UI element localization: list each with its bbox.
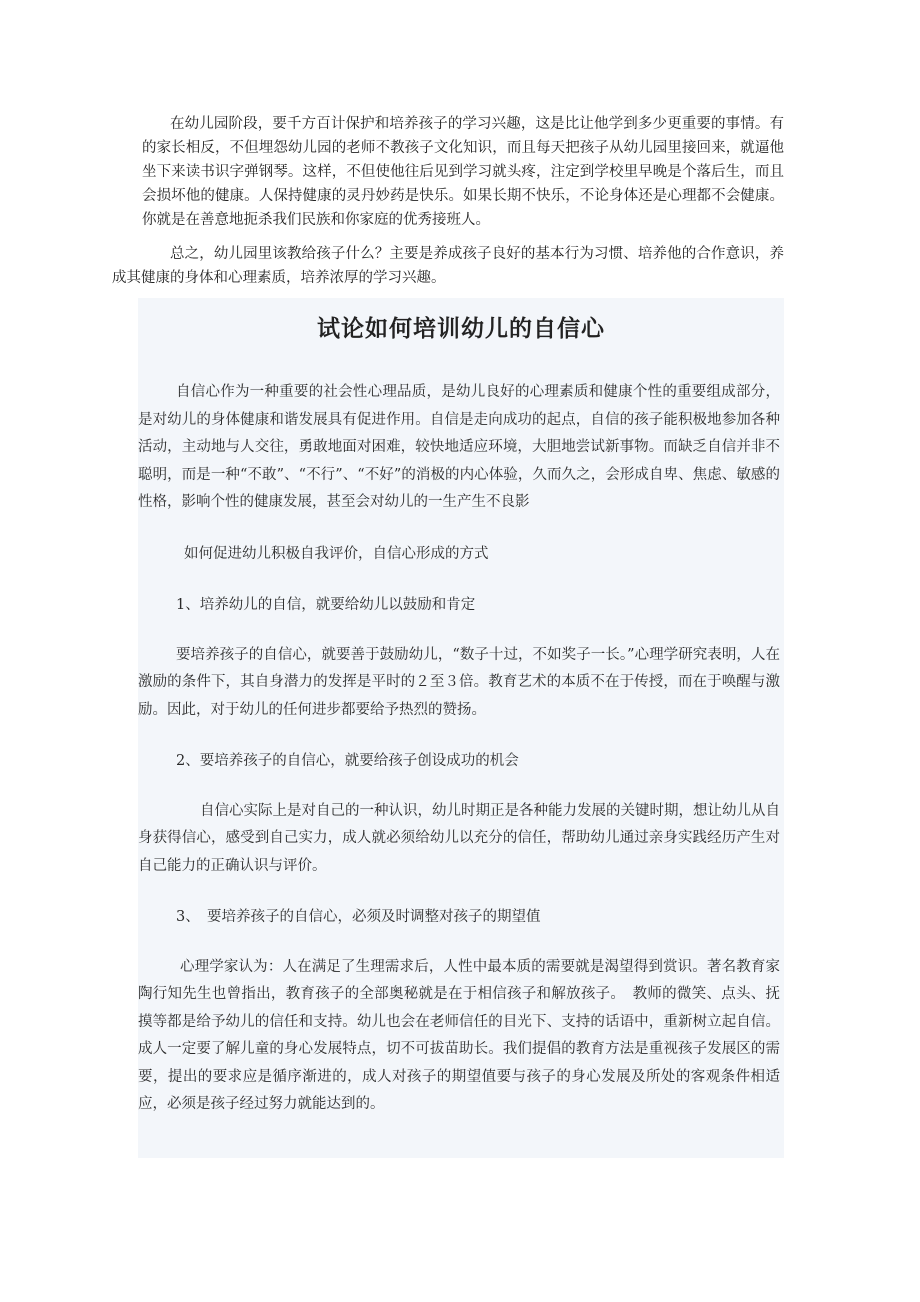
section-1-body: 要培养孩子的自信心，就要善于鼓励幼儿，“数子十过，不如奖子一长。”心理学研究表明，人在激励的条件下，其自身潜力的发挥是平时的２至３倍。教育艺术的本质不在于传授，而在于唤醒与激励。因此，对于幼儿的任何进步都要给予热烈的赞扬。 (138, 646, 780, 718)
section-2-body: 自信心实际上是对自己的一种认识，幼儿时期正是各种能力发展的关键时期，想让幼儿从自身获得信心，感受到自己实力，成人就必须给幼儿以充分的信任，帮助幼儿通过亲身实践经历产生对自己能力的正确认识与评价。 (138, 802, 780, 874)
section-3-heading: 3、 要培养孩子的自信心，必须及时调整对孩子的期望值 (176, 909, 541, 925)
article-subtitle: 如何促进幼儿积极自我评价，自信心形成的方式 (184, 545, 489, 562)
article-panel (138, 298, 784, 1158)
article-intro-paragraph: 自信心作为一种重要的社会性心理品质，是幼儿良好的心理素质和健康个性的重要组成部分，是对幼儿的身体健康和谐发展具有促进作用。自信是走向成功的起点，自信的孩子能积极地参加各种活动，主动地与人交往，勇敢地面对困难，较快地适应环境，大胆地尝试新事物。而缺乏自信并非不聪明，而是一种“不敢”、“不行”、“不好”的消极的内心体验，久而久之，会形成自卑、焦虑、敏感的性格，影响个性的健康发展，甚至会对幼儿的一生产生不良影 (138, 384, 780, 510)
section-3-body: 心理学家认为：人在满足了生理需求后，人性中最本质的需要就是渴望得到赏识。著名教育家陶行知先生也曾指出，教育孩子的全部奥秘就是在于相信孩子和解放孩子。 教师的微笑、点头、抚摸等都是给予幼儿的信任和支持。幼儿也会在老师信任的目光下、支持的话语中，重新树立起自信。成人一定要了解儿童的身心发展特点，切不可拔苗助长。我们提倡的教育方法是重视孩子发展区的需要，提出的要求应是循序渐进的，成人对孩子的期望值要与孩子的身心发展及所处的客观条件相适应，必须是孩子经过努力就能达到的。 (138, 958, 780, 1112)
section-2-heading: 2、要培养孩子的自信心，就要给孩子创设成功的机会 (176, 753, 519, 769)
intro-paragraph-2: 总之，幼儿园里该教给孩子什么？主要是养成孩子良好的基本行为习惯、培养他的合作意识，养成其健康的身体和心理素质，培养浓厚的学习兴趣。 (112, 246, 784, 286)
article-title: 试论如何培训幼儿的自信心 (317, 315, 605, 342)
intro-block (112, 112, 784, 290)
section-1-heading: 1、培养幼儿的自信，就要给幼儿以鼓励和肯定 (176, 597, 476, 613)
intro-paragraph-1: 在幼儿园阶段，要千方百计保护和培养孩子的学习兴趣，这是比让他学到多少更重要的事情。有的家长相反，不但埋怨幼儿园的老师不教孩子文化知识，而且每天把孩子从幼儿园里接回来，就逼他坐下来读书识字弹钢琴。这样，不但使他往后见到学习就头疼，注定到学校里早晚是个落后生，而且会损坏他的健康。人保持健康的灵丹妙药是快乐。如果长期不快乐，不论身体还是心理都不会健康。你就是在善意地扼杀我们民族和你家庭的优秀接班人。 (142, 116, 784, 228)
